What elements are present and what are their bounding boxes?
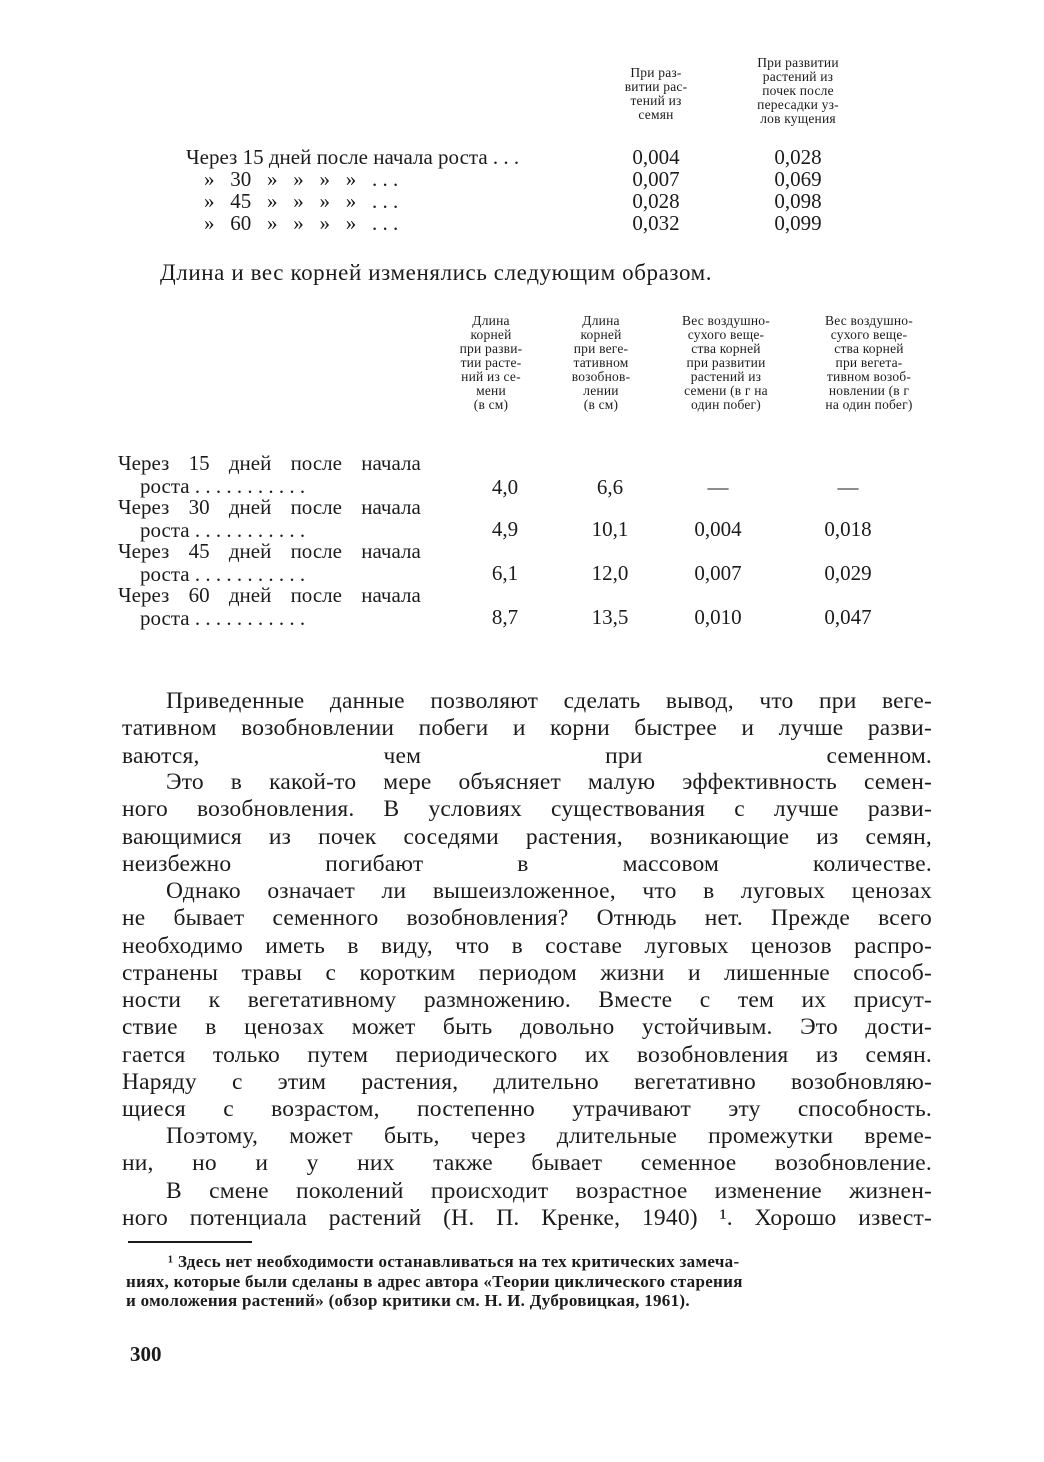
header-line: тений из [630,93,682,108]
page-number: 300 [130,1342,162,1366]
header-line: При раз- [630,65,682,80]
table2-cell: 0,004 [694,517,742,541]
paragraph [122,1178,932,1233]
header-line: лении [583,383,619,398]
text-line: ности к вегетативному размножению. Вместе с тем их присут- [122,987,932,1014]
header-line: один побег) [691,397,761,412]
text-line: ни, но и у них также бывает семенное возобновление. [122,1150,932,1177]
table1-row-label: Через 15 дней после начала роста . . . [186,145,520,169]
table2-cell: 13,5 [591,605,629,629]
header-line: корней [470,327,512,342]
text-line: Это в какой-то мере объясняет малую эффективность семен- [166,769,932,795]
header-line: мени [476,383,506,398]
footnote-rule [128,1241,252,1243]
table2-cell: — [837,475,859,499]
table1-cell: 0,032 [632,211,680,235]
header-line: новлении (в г [828,383,910,398]
table1-cell: 0,098 [774,189,822,213]
table2-row-label [118,540,448,586]
footnote-line: ¹ Здесь нет необходимости останавливаться на тех критических замеча- [168,1252,740,1271]
header-line: При развитии [757,55,839,70]
table2-cell: 8,7 [491,605,519,629]
header-line: сухого веще- [830,327,908,342]
table2-cell: 0,007 [694,561,742,585]
header-line: (в см) [473,397,509,412]
table2-cell: — [707,475,729,499]
table2-cell: 6,1 [491,561,519,585]
row-text: Через 15 дней после начала [118,451,421,475]
header-line: витии рас- [624,79,688,94]
table1-row-label [204,190,398,213]
header-line: ства корней [691,341,761,356]
table2-header-length-seed [436,314,546,412]
table1-row-label [204,168,398,191]
table1-cell: 0,004 [632,145,680,169]
text-line: В смене поколений происходит возрастное изменение жизнен- [166,1178,932,1204]
row-text: роста . . . . . . . . . . . [140,562,306,586]
table1-row-label [204,212,398,235]
text-line: ного возобновления. В условиях существования с лучше разви- [122,796,932,823]
header-line: семени (в г на [684,383,768,398]
row-text: Через 45 дней после начала [118,539,421,563]
text-line: тативном возобновлении побеги и корни быстрее и лучше разви- [122,715,932,742]
header-line: растений из [762,69,834,84]
paragraph [122,1123,932,1178]
row-text: » 60 » » » » . . . [204,211,399,235]
table1-cell: 0,007 [632,167,680,191]
table1-header-seed [596,66,716,122]
table1-cell: 0,099 [774,211,822,235]
header-line: почек после [762,83,834,98]
header-line: пересадки уз- [757,97,839,112]
row-text: роста . . . . . . . . . . . [140,606,306,630]
table1-header-bud [726,56,870,126]
table2-row-label [118,496,448,542]
text-line: ваются, чем при семенном. [122,742,932,769]
header-line: Вес воздушно- [682,313,770,328]
header-line: ний из се- [461,369,521,384]
text-line: Поэтому, может быть, через длительные промежутки време- [166,1123,932,1149]
table2-cell: 12,0 [591,561,629,585]
table2-cell: 4,9 [491,517,519,541]
table2-cell: 0,010 [694,605,742,629]
header-line: при разви- [459,341,523,356]
paragraph [122,878,932,1124]
text-line: ствие в ценозах может быть довольно устойчивым. Это дости- [122,1014,932,1041]
row-text: » 30 » » » » . . . [204,167,399,191]
header-line: тативном [573,355,629,370]
header-line: лов кущения [760,111,836,126]
header-line: при вегета- [835,355,903,370]
table2-cell: 10,1 [591,517,629,541]
row-text: Через 60 дней после начала [118,583,421,607]
text-line: Наряду с этим растения, длительно вегетативно возобновляю- [122,1069,932,1096]
header-line: Длина [472,313,510,328]
text-line: вающимися из почек соседями растения, возникающие из семян, [122,823,932,850]
text-line: Приведенные данные позволяют сделать вывод, что при веге- [166,688,932,714]
table2-row-label [118,584,448,630]
table2-cell: 0,018 [824,517,872,541]
header-line: семян [638,107,674,122]
table1-cell: 0,028 [774,145,822,169]
header-line: Вес воздушно- [825,313,913,328]
text-line: необходимо иметь в виду, что в составе луговых ценозов распро- [122,932,932,959]
text-line: не бывает семенного возобновления? Отнюдь нет. Прежде всего [122,905,932,932]
text-line: гается только путем периодического их возобновления из семян. [122,1041,932,1068]
table2 [0,300,1044,650]
header-line: тивном возоб- [826,369,912,384]
header-line: при развитии [686,355,766,370]
text-line: странены травы с коротким периодом жизни и лишенные способ- [122,959,932,986]
row-text: роста . . . . . . . . . . . [140,474,306,498]
row-text: роста . . . . . . . . . . . [140,518,306,542]
table2-header-length-veg [546,314,656,412]
footnote-line: ниях, которые были сделаны в адрес автора «Теории циклического старения [126,1271,743,1291]
table2-cell: 0,029 [824,561,872,585]
header-line: растений из [690,369,762,384]
header-line: при веге- [573,341,629,356]
header-line: корней [580,327,622,342]
header-line: ства корней [834,341,904,356]
paragraph [122,688,932,770]
header-line: возобнов- [571,369,631,384]
text-line: Однако означает ли вышеизложенное, что в луговых ценозах [166,878,932,904]
footnote-line: и омоложения растений» (обзор критики см. Н. И. Дубровицкая, 1961). [126,1291,690,1310]
header-line: тии расте- [460,355,522,370]
footnote [126,1252,942,1311]
text-line: щиеся с возрастом, постепенно утрачивают эту способность. [122,1096,932,1123]
table2-header-weight-seed [656,314,796,412]
table1 [0,0,1044,240]
header-line: на один побег) [825,397,913,412]
text-line: неизбежно погибают в массовом количестве. [122,850,932,877]
table1-cell: 0,028 [632,189,680,213]
table2-cell: 6,6 [596,475,624,499]
table2-row-label [118,452,448,498]
paragraph [122,769,932,878]
table2-header-weight-veg [796,314,942,412]
table1-cell: 0,069 [774,167,822,191]
text-line: ного потенциала растений (Н. П. Кренке, 1940) ¹. Хорошо извест- [122,1205,932,1232]
header-line: Длина [582,313,620,328]
row-text: Через 30 дней после начала [118,495,421,519]
row-text: » 45 » » » » . . . [204,189,399,213]
table2-cell: 4,0 [491,475,519,499]
header-line: (в см) [583,397,619,412]
header-line: сухого веще- [687,327,765,342]
table2-caption: Длина и вес корней изменялись следующим образом. [160,260,713,285]
table2-cell: 0,047 [824,605,872,629]
